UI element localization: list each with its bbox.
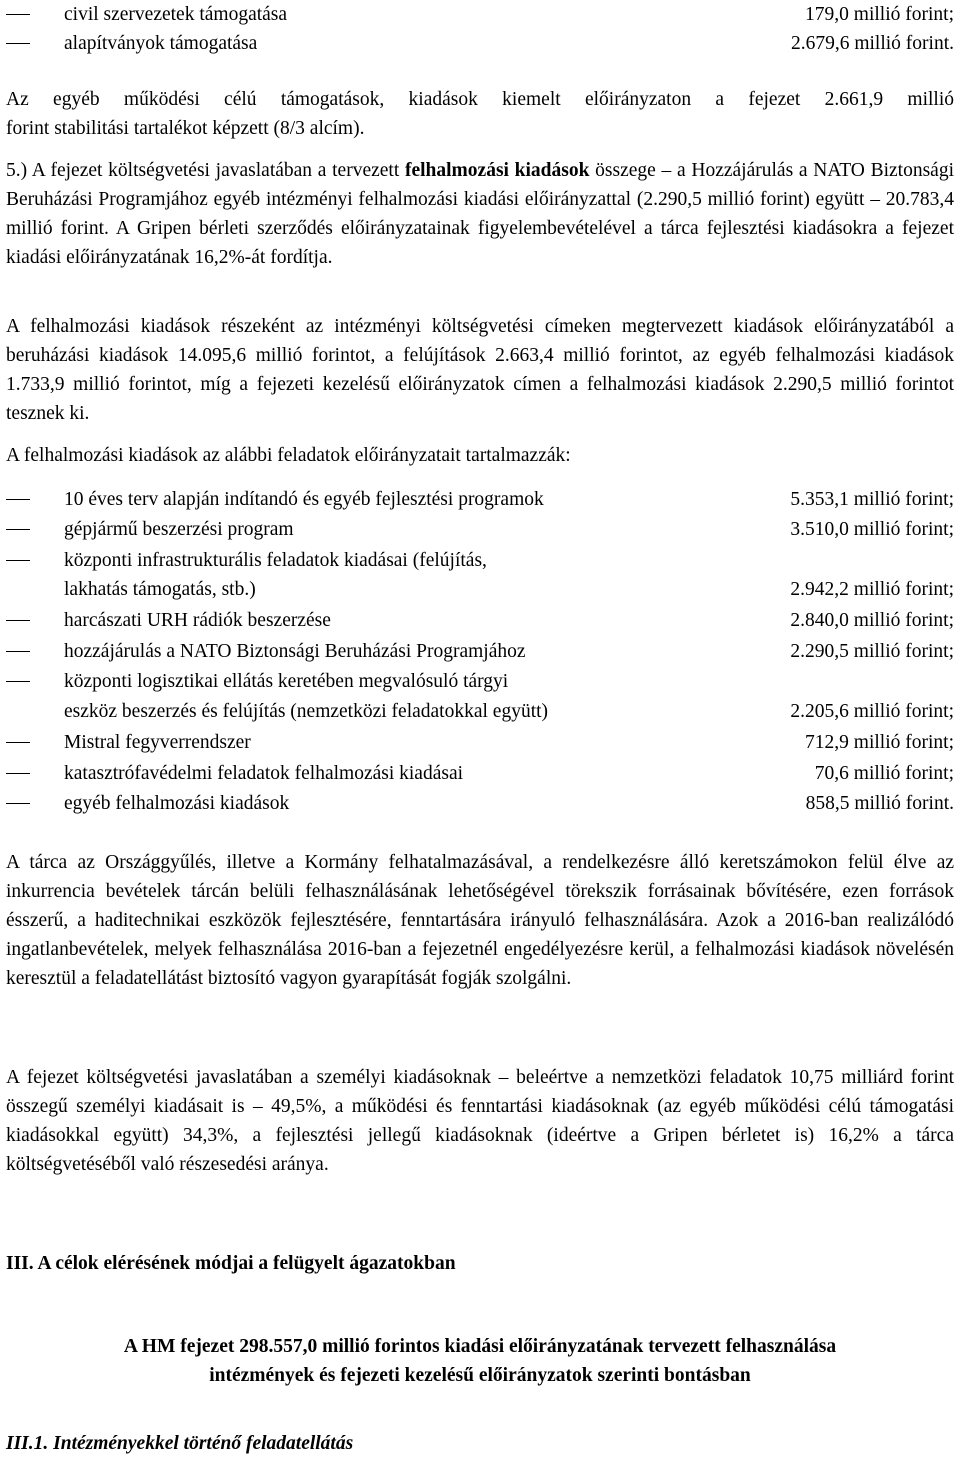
list-item <box>6 546 954 604</box>
list-item-label: katasztrófavédelmi feladatok felhalmozási kiadásai <box>64 763 464 784</box>
table-title-line <box>6 1332 954 1361</box>
list-item-amount: 2.679,6 millió forint. <box>790 33 954 54</box>
paragraph-bold-term: felhalmozási kiadások <box>404 160 590 181</box>
subsection-heading <box>6 1429 954 1458</box>
paragraph-text: összege – a Hozzájárulás a NATO Biztonsági Beruházási Programjához egyéb intézményi felhalmozási kiadási előirányzattal (2.290,5 millió forint) együtt – 20.783,4 millió forint. A Gripen bérleti szerződés előirányzatainak figyelembevételével a tárca fejlesztési kiadásokra a fejezet kiadási előirányzatának 16,2%-át fordítja. <box>6 160 955 268</box>
dash-bullet <box>6 651 30 652</box>
list-item-amount: 858,5 millió forint. <box>805 793 954 814</box>
list-item-amount: 5.353,1 millió forint; <box>790 489 954 510</box>
list-item-amount: 70,6 millió forint; <box>814 763 954 784</box>
dash-bullet <box>6 499 30 500</box>
list-item-label: hozzájárulás a NATO Biztonsági Beruházási Programjához <box>64 641 526 662</box>
list-item-amount: 3.510,0 millió forint; <box>790 519 954 540</box>
list-item <box>6 728 954 757</box>
list-item-label: egyéb felhalmozási kiadások <box>64 793 290 814</box>
list-item-label: Mistral fegyverrendszer <box>64 732 251 753</box>
section-heading-text: III. A célok elérésének módjai a felügyelt ágazatokban <box>6 1253 456 1274</box>
paragraph-stability-reserve <box>6 85 954 143</box>
list-item <box>6 515 954 544</box>
list-item <box>6 667 954 725</box>
list-item-amount: 2.942,2 millió forint; <box>790 579 954 600</box>
list-item <box>6 29 954 58</box>
list-item-amount: 2.290,5 millió forint; <box>790 641 954 662</box>
table-title-text: A HM fejezet 298.557,0 millió forintos kiadási előirányzatának tervezett felhasználása <box>123 1336 837 1357</box>
list-item-label: harcászati URH rádiók beszerzése <box>64 610 331 631</box>
list-item-label-continued: eszköz beszerzés és felújítás (nemzetközi feladatokkal együtt) <box>64 701 549 722</box>
paragraph-text: 5.) A fejezet költségvetési javaslatában a tervezett <box>6 160 405 181</box>
list-item-label: központi infrastrukturális feladatok kiadásai (felújítás, <box>64 550 487 571</box>
list-item-label: 10 éves terv alapján indítandó és egyéb fejlesztési programok <box>64 489 544 510</box>
dash-bullet <box>6 43 30 44</box>
list-item <box>6 0 954 29</box>
dash-bullet <box>6 620 30 621</box>
list-item <box>6 637 954 666</box>
list-item <box>6 789 954 818</box>
dash-bullet <box>6 14 30 15</box>
list-item-label: civil szervezetek támogatása <box>64 4 288 25</box>
paragraph-list-intro: A felhalmozási kiadások az alábbi feladatok előirányzatait tartalmazzák: <box>6 445 571 466</box>
list-item-amount: 2.205,6 millió forint; <box>790 701 954 722</box>
paragraph-revenue-use: A tárca az Országgyűlés, illetve a Kormány felhatalmazásával, a rendelkezésre álló keretszámokon felül élve az inkurrencia bevételek tárcán belüli felhasználásának lehetőségével törekszik forrásainak bővítésére, ezen források ésszerű, a haditechnikai eszközök fejlesztésére, fenntartására irányuló felhasználására. Azok a 2016-ban realizálódó ingatlanbevételek, melyek felhasználása 2016-ban a fejezetnél engedélyezésre kerül, a felhalmozási kiadások növelésén keresztül a feladatellátást biztosító vagyon gyarapítását fogják szolgálni. <box>6 852 954 989</box>
paragraph-line: forint stabilitási tartalékot képzett (8/3 alcím). <box>6 118 365 139</box>
dash-bullet <box>6 529 30 530</box>
list-item-amount: 179,0 millió forint; <box>805 4 954 25</box>
paragraph-capital-expenditure <box>6 156 954 272</box>
table-title <box>6 1332 954 1390</box>
list-item-amount: 712,9 millió forint; <box>805 732 954 753</box>
table-title-line <box>6 1361 954 1390</box>
list-item-label-continued: lakhatás támogatás, stb.) <box>64 579 256 600</box>
table-title-text: intézmények és fejezeti kezelésű előirányzatok szerinti bontásban <box>209 1365 751 1386</box>
list-item-label: alapítványok támogatása <box>64 33 258 54</box>
list-item <box>6 759 954 788</box>
list-item <box>6 485 954 514</box>
list-item-label: gépjármű beszerzési program <box>64 519 294 540</box>
dash-bullet <box>6 742 30 743</box>
subsection-heading-text: III.1. Intézményekkel történő feladatellátás <box>6 1433 354 1454</box>
list-item <box>6 606 954 635</box>
paragraph-expenditure-shares: A fejezet költségvetési javaslatában a személyi kiadásoknak – beleértve a nemzetközi feladatok 10,75 milliárd forint összegű személyi kiadásait is – 49,5%, a működési és fenntartási kiadásoknak (az egyéb működési célú támogatási kiadásokkal együtt) 34,3%, a fejlesztési jellegű kiadásoknak (ideértve a Gripen bérletet is) 16,2% a tárca költségvetéséből való részesedési aránya. <box>6 1067 954 1175</box>
list-item-amount: 2.840,0 millió forint; <box>790 610 954 631</box>
paragraph-capital-breakdown: A felhalmozási kiadások részeként az intézményi költségvetési címeken megtervezett kiadások előirányzatából a beruházási kiadások 14.095,6 millió forintot, a felújítások 2.663,4 millió forintot, az egyéb felhalmozási kiadások 1.733,9 millió forintot, míg a fejezeti kezelésű előirányzatok címen a felhalmozási kiadások 2.290,5 millió forintot tesznek ki. <box>6 316 954 424</box>
section-heading <box>6 1249 954 1278</box>
dash-bullet <box>6 773 30 774</box>
dash-bullet <box>6 803 30 804</box>
paragraph-line: Az egyéb működési célú támogatások, kiadások kiemelt előirányzaton a fejezet 2.661,9 millió <box>6 89 954 110</box>
list-item-label: központi logisztikai ellátás keretében megvalósuló tárgyi <box>64 671 509 692</box>
dash-bullet <box>6 560 30 561</box>
dash-bullet <box>6 681 30 682</box>
